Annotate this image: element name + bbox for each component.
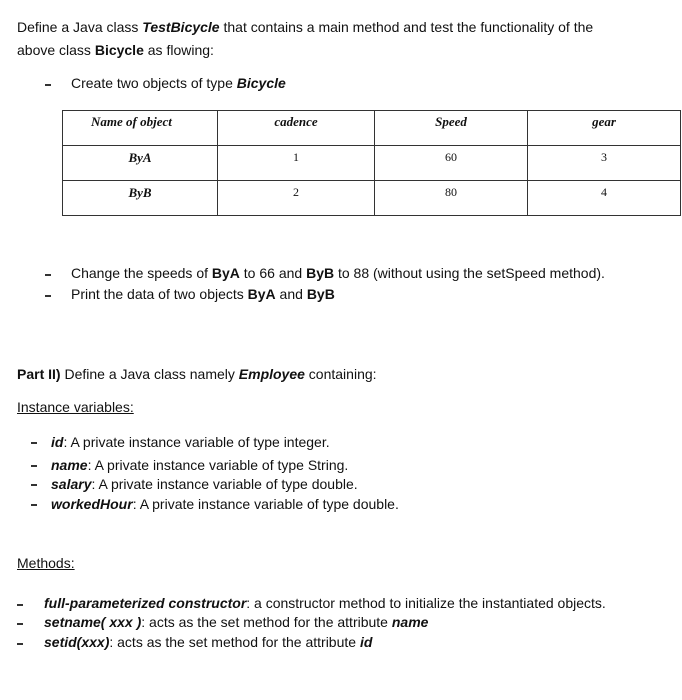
object-byb: ByB <box>306 265 335 281</box>
cell-cadence: 2 <box>218 181 375 216</box>
var-name: name <box>51 457 88 473</box>
intro-text: above class <box>17 42 95 58</box>
var-desc: : A private instance variable of type integer. <box>63 434 330 450</box>
bullet-dash <box>45 274 51 276</box>
method-name: setid(xxx) <box>44 634 110 650</box>
bullet-dash <box>31 465 37 467</box>
intro-line-1 <box>17 17 593 37</box>
cell-gear: 4 <box>528 181 681 216</box>
var-name: workedHour <box>51 496 133 512</box>
object-byb: ByB <box>306 286 335 302</box>
instance-variables-label: Instance variables: <box>17 399 134 415</box>
method-desc: : acts as the set method for the attribute <box>141 614 392 630</box>
attribute-name: id <box>359 634 373 650</box>
cell-speed: 80 <box>375 181 528 216</box>
var-desc: : A private instance variable of type double. <box>132 496 399 512</box>
cell-speed: 60 <box>375 146 528 181</box>
class-name-employee: Employee <box>238 366 305 382</box>
intro-text: that contains a main method and test the functionality of the <box>219 19 594 35</box>
bullet-change-speeds <box>71 263 605 283</box>
list-item <box>44 632 372 652</box>
cell-object-name: ByA <box>63 146 218 181</box>
bullet-text: Print the data of two objects <box>71 286 248 302</box>
header-name-of-object: Name of object <box>63 111 218 146</box>
var-desc: : A private instance variable of type String. <box>87 457 349 473</box>
objects-table <box>62 110 681 216</box>
bicycle-type: Bicycle <box>236 75 286 91</box>
bullet-dash <box>31 484 37 486</box>
list-item <box>51 494 399 514</box>
bullet-dash <box>31 442 37 444</box>
bullet-dash <box>45 84 51 86</box>
object-bya: ByA <box>247 286 276 302</box>
bullet-text: and <box>275 286 307 302</box>
header-speed: Speed <box>375 111 528 146</box>
bullet-dash <box>17 604 23 606</box>
bullet-create-objects <box>71 73 286 93</box>
part-2-label: Part II) <box>17 366 61 382</box>
part-2-text: containing: <box>304 366 377 382</box>
bullet-dash <box>17 623 23 625</box>
bullet-dash <box>17 643 23 645</box>
cell-cadence: 1 <box>218 146 375 181</box>
attribute-name: name <box>391 614 429 630</box>
table-header-row <box>63 111 681 146</box>
instance-variables-heading <box>17 397 134 417</box>
method-desc: : a constructor method to initialize the instantiated objects. <box>246 595 606 611</box>
method-name: setname( xxx ) <box>44 614 142 630</box>
cell-gear: 3 <box>528 146 681 181</box>
header-cadence: cadence <box>218 111 375 146</box>
intro-line-2 <box>17 40 214 60</box>
part-2-text: Define a Java class namely <box>60 366 239 382</box>
var-name: id <box>51 434 64 450</box>
list-item <box>44 593 606 613</box>
table-row <box>63 181 681 216</box>
bullet-dash <box>31 504 37 506</box>
list-item <box>44 612 428 632</box>
bullet-dash <box>45 295 51 297</box>
header-gear: gear <box>528 111 681 146</box>
bullet-text: Create two objects of type <box>71 75 237 91</box>
class-name-testbicycle: TestBicycle <box>142 19 220 35</box>
method-name: full-parameterized constructor <box>44 595 247 611</box>
bullet-text: to 66 and <box>239 265 307 281</box>
table-row <box>63 146 681 181</box>
intro-text: Define a Java class <box>17 19 143 35</box>
bullet-print-data <box>71 284 335 304</box>
methods-heading <box>17 553 75 573</box>
list-item <box>51 432 330 452</box>
bullet-text: to 88 (without using the setSpeed method). <box>334 265 605 281</box>
methods-label: Methods: <box>17 555 75 571</box>
var-desc: : A private instance variable of type double. <box>91 476 358 492</box>
var-name: salary <box>51 476 92 492</box>
bullet-text: Change the speeds of <box>71 265 212 281</box>
method-desc: : acts as the set method for the attribute <box>109 634 360 650</box>
cell-object-name: ByB <box>63 181 218 216</box>
part-2-heading <box>17 364 377 384</box>
list-item <box>51 455 348 475</box>
class-name-bicycle: Bicycle <box>94 42 144 58</box>
list-item <box>51 474 358 494</box>
intro-text: as flowing: <box>143 42 214 58</box>
object-bya: ByA <box>211 265 240 281</box>
